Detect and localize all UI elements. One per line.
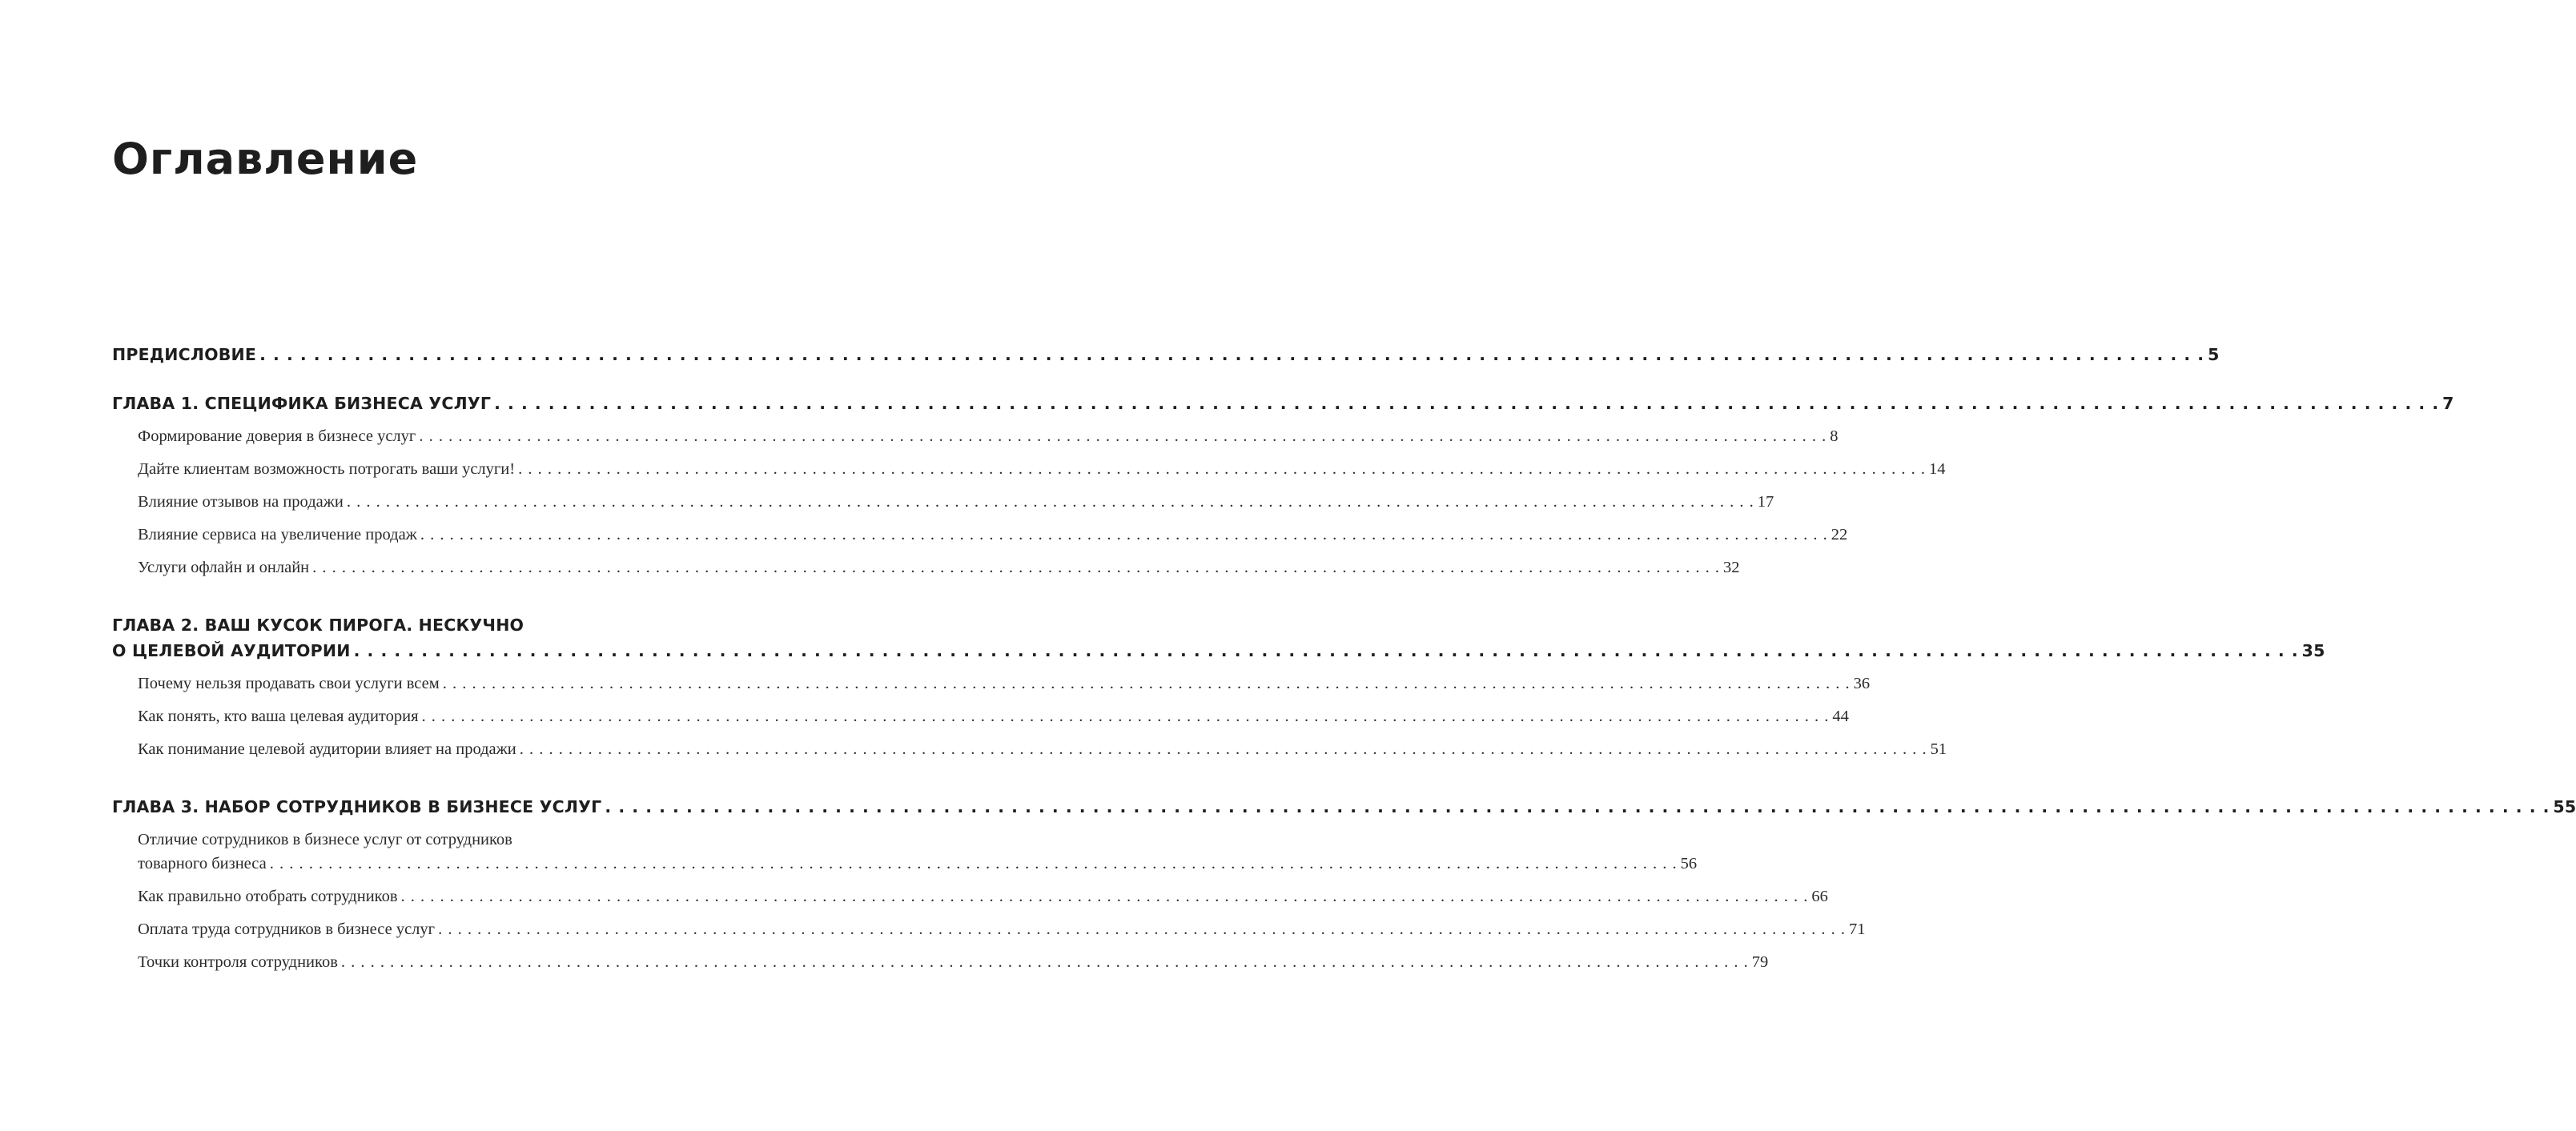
toc-section bbox=[112, 950, 1769, 974]
dot-leader bbox=[312, 555, 1720, 580]
toc-entry-label: ГЛАВА 1. СПЕЦИФИКА БИЗНЕСА УСЛУГ bbox=[112, 394, 492, 413]
toc-entry-label: Влияние отзывов на продажи bbox=[138, 493, 344, 511]
table-of-contents bbox=[112, 342, 2576, 974]
toc-section bbox=[112, 884, 1828, 908]
toc-page-number: 22 bbox=[1831, 526, 1848, 543]
dot-leader bbox=[347, 490, 1754, 514]
toc-entry-label: ПРЕДИСЛОВИЕ bbox=[112, 345, 257, 364]
toc-page-number: 5 bbox=[2208, 345, 2220, 364]
dot-leader bbox=[259, 342, 2204, 367]
toc-section bbox=[112, 457, 1946, 481]
toc-section bbox=[112, 828, 1698, 876]
toc-page-number: 7 bbox=[2442, 394, 2454, 413]
dot-leader bbox=[270, 852, 1678, 876]
toc-entry-label: Оплата труда сотрудников в бизнесе услуг bbox=[138, 920, 436, 938]
toc-page-number: 56 bbox=[1680, 855, 1698, 872]
toc-page-number: 44 bbox=[1832, 708, 1849, 725]
dot-leader bbox=[422, 704, 1830, 728]
toc-entry-label: Как правильно отобрать сотрудников bbox=[138, 888, 398, 905]
toc-page-number: 51 bbox=[1930, 740, 1947, 758]
toc-page-number: 66 bbox=[1811, 888, 1828, 905]
toc-section bbox=[112, 490, 1774, 514]
toc-entry-label: ГЛАВА 3. НАБОР СОТРУДНИКОВ В БИЗНЕСЕ УСЛУГ bbox=[112, 797, 602, 816]
toc-page-number: 35 bbox=[2301, 641, 2325, 660]
toc-section bbox=[112, 704, 1849, 728]
toc-entry-label-line-1: Отличие сотрудников в бизнесе услуг от сотрудников bbox=[138, 831, 512, 848]
toc-entry-label: Дайте клиентам возможность потрогать ваши услуги! bbox=[138, 460, 516, 478]
toc-page-number: 32 bbox=[1723, 559, 1740, 576]
toc-section bbox=[112, 672, 1871, 696]
toc-section bbox=[112, 523, 1848, 547]
toc-entry-label: Влияние сервиса на увеличение продаж bbox=[138, 526, 417, 543]
dot-leader bbox=[420, 523, 1828, 547]
dot-leader bbox=[438, 917, 1846, 941]
dot-leader bbox=[419, 424, 1827, 448]
toc-section bbox=[112, 737, 1947, 761]
toc-section bbox=[112, 555, 1740, 580]
toc-entry-label: Почему нельзя продавать свои услуги всем bbox=[138, 675, 440, 692]
toc-entry-label: Как понимание целевой аудитории влияет на продажи bbox=[138, 740, 516, 758]
toc-chapter-preface bbox=[112, 342, 2220, 367]
toc-page-number: 14 bbox=[1928, 460, 1946, 478]
toc-page-number: 55 bbox=[2553, 797, 2576, 816]
toc-entry-label: Точки контроля сотрудников bbox=[138, 953, 338, 971]
toc-page-number: 36 bbox=[1853, 675, 1871, 692]
toc-chapter-1 bbox=[112, 391, 2454, 416]
toc-entry-label-line-2: товарного бизнеса bbox=[138, 855, 267, 872]
toc-entry-label-line-2: О ЦЕЛЕВОЙ АУДИТОРИИ bbox=[112, 641, 351, 660]
dot-leader bbox=[494, 391, 2439, 416]
dot-leader bbox=[520, 737, 1927, 761]
toc-entry-label: Формирование доверия в бизнесе услуг bbox=[138, 427, 416, 445]
toc-entry-label-line-1: ГЛАВА 2. ВАШ КУСОК ПИРОГА. НЕСКУЧНО bbox=[112, 616, 524, 635]
toc-entry-label: Как понять, кто ваша целевая аудитория bbox=[138, 708, 419, 725]
dot-leader bbox=[443, 672, 1851, 696]
toc-page-number: 8 bbox=[1830, 427, 1839, 445]
dot-leader bbox=[341, 950, 1749, 974]
toc-chapter-3 bbox=[112, 794, 2576, 820]
toc-section bbox=[112, 424, 1839, 448]
dot-leader bbox=[401, 884, 1809, 908]
toc-section bbox=[112, 917, 1866, 941]
toc-page-number: 79 bbox=[1751, 953, 1769, 971]
page-title: Оглавление bbox=[112, 134, 419, 184]
toc-page-number: 71 bbox=[1848, 920, 1866, 938]
dot-leader bbox=[518, 457, 1926, 481]
toc-chapter-2 bbox=[112, 612, 2325, 664]
toc-page-number: 17 bbox=[1757, 493, 1774, 511]
dot-leader bbox=[605, 794, 2550, 820]
toc-entry-label: Услуги офлайн и онлайн bbox=[138, 559, 310, 576]
dot-leader bbox=[354, 638, 2299, 664]
